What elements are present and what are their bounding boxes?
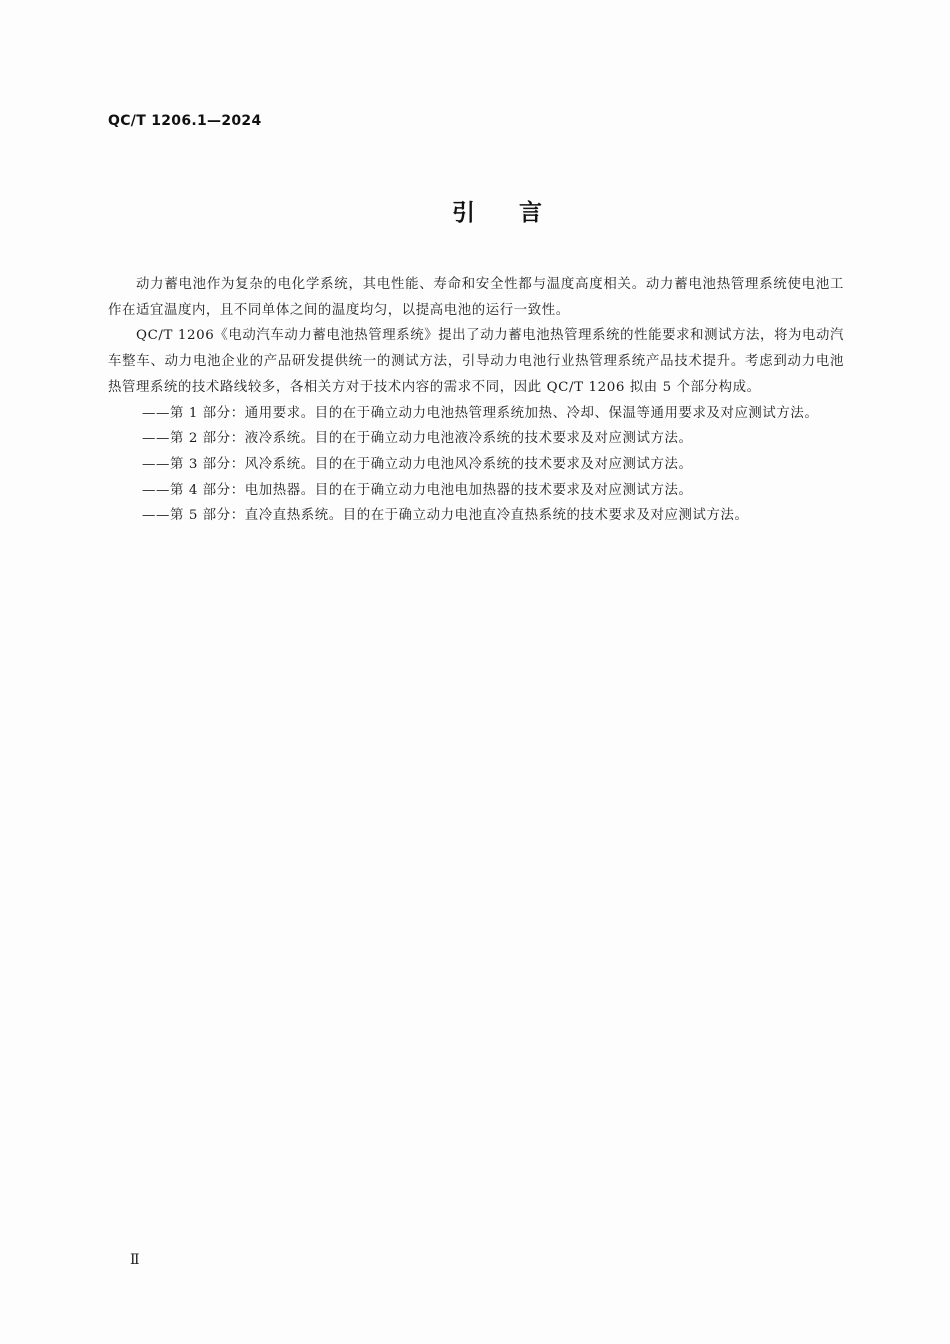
body-text [108, 272, 844, 529]
paragraph: 动力蓄电池作为复杂的电化学系统，其电性能、寿命和安全性都与温度高度相关。动力蓄电池热管理系统使电池工作在适宜温度内，且不同单体之间的温度均匀，以提高电池的运行一致性。 [108, 277, 844, 318]
list-item: ——第 1 部分：通用要求。目的在于确立动力电池热管理系统加热、冷却、保温等通用要求及对应测试方法。 [142, 405, 819, 421]
list-item: ——第 4 部分：电加热器。目的在于确立动力电池电加热器的技术要求及对应测试方法。 [142, 482, 693, 498]
standard-code: QC/T 1206.1—2024 [108, 113, 262, 129]
parts-list [108, 401, 844, 530]
page-number: Ⅱ [130, 1252, 140, 1268]
section-title: 引言 [452, 200, 586, 226]
list-item: ——第 5 部分：直冷直热系统。目的在于确立动力电池直冷直热系统的技术要求及对应测试方法。 [142, 508, 749, 524]
paragraph: QC/T 1206《电动汽车动力蓄电池热管理系统》提出了动力蓄电池热管理系统的性能要求和测试方法，将为电动汽车整车、动力电池企业的产品研发提供统一的测试方法，引导动力电池行业热管理系统产品技术提升。考虑到动力电池热管理系统的技术路线较多，各相关方对于技术内容的需求不同，因此 QC/T 1206 拟由 5 个部分构成。 [108, 328, 844, 395]
list-item: ——第 3 部分：风冷系统。目的在于确立动力电池风冷系统的技术要求及对应测试方法。 [142, 456, 693, 472]
list-item: ——第 2 部分：液冷系统。目的在于确立动力电池液冷系统的技术要求及对应测试方法。 [142, 431, 693, 447]
